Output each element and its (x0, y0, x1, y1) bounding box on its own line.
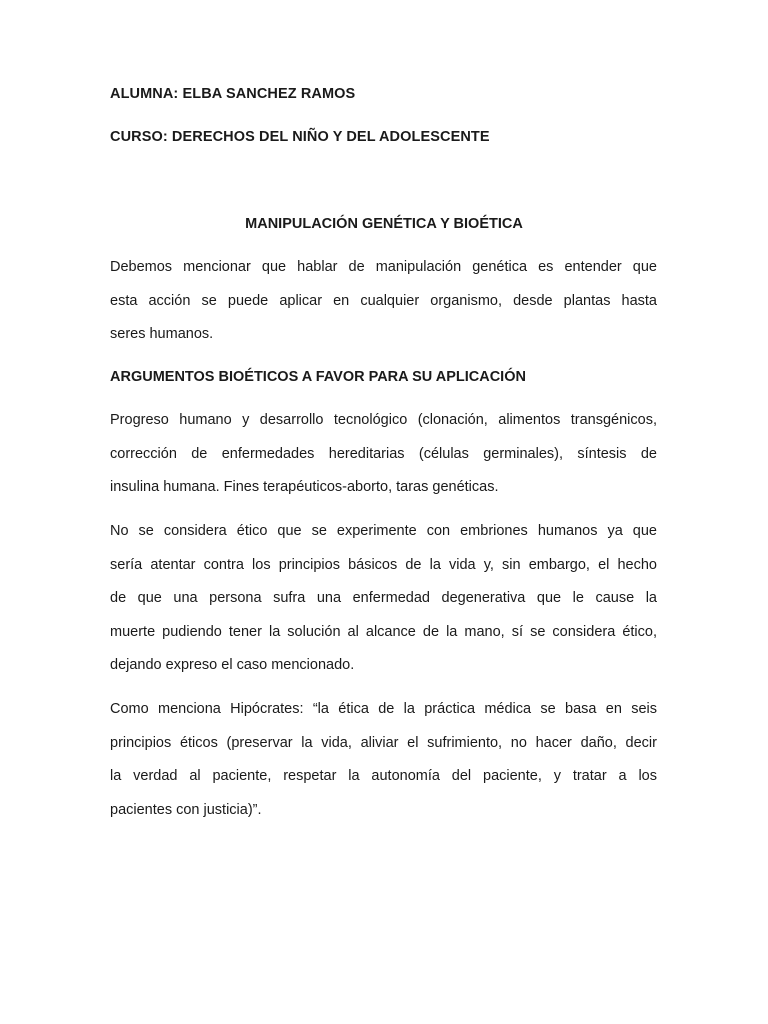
paragraph-line: corrección de enfermedades hereditarias (células germinales), síntesis de (110, 445, 657, 462)
paragraph-line: No se considera ético que se experimente con embriones humanos ya que (110, 523, 657, 539)
paragraph-line: sería atentar contra los principios básicos de la vida y, sin embargo, el hecho (110, 556, 657, 573)
paragraph-line: pacientes con justicia)”. (110, 801, 262, 818)
paragraph-line: Debemos mencionar que hablar de manipulación genética es entender que (110, 259, 657, 275)
paragraph-line: principios éticos (preservar la vida, aliviar el sufrimiento, no hacer daño, decir (110, 734, 657, 751)
paragraph-line: muerte pudiendo tener la solución al alcance de la mano, sí se considera ético, (110, 623, 657, 640)
paragraph-intro (110, 257, 657, 358)
paragraph-line: dejando expreso el caso mencionado. (110, 657, 355, 674)
paragraph-line: seres humanos. (110, 326, 214, 343)
student-name: ALUMNA: ELBA SANCHEZ RAMOS (110, 86, 356, 102)
document-title: MANIPULACIÓN GENÉTICA Y BIOÉTICA (245, 216, 523, 232)
paragraph-hippocrates (110, 699, 657, 833)
paragraph-line: de que una persona sufra una enfermedad degenerativa que le cause la (110, 590, 657, 607)
paragraph-line: Progreso humano y desarrollo tecnológico (clonación, alimentos transgénicos, (110, 412, 657, 428)
section-heading: ARGUMENTOS BIOÉTICOS A FAVOR PARA SU APLICACIÓN (110, 369, 526, 385)
paragraph-line: insulina humana. Fines terapéuticos-aborto, taras genéticas. (110, 479, 499, 496)
paragraph-line: la verdad al paciente, respetar la autonomía del paciente, y tratar a los (110, 768, 657, 785)
paragraph-line: esta acción se puede aplicar en cualquier organismo, desde plantas hasta (110, 292, 657, 309)
paragraph-ethics (110, 521, 657, 689)
paragraph-line: Como menciona Hipócrates: “la ética de la práctica médica se basa en seis (110, 701, 657, 717)
course-name: CURSO: DERECHOS DEL NIÑO Y DEL ADOLESCENTE (110, 129, 490, 145)
paragraph-progress (110, 410, 657, 511)
